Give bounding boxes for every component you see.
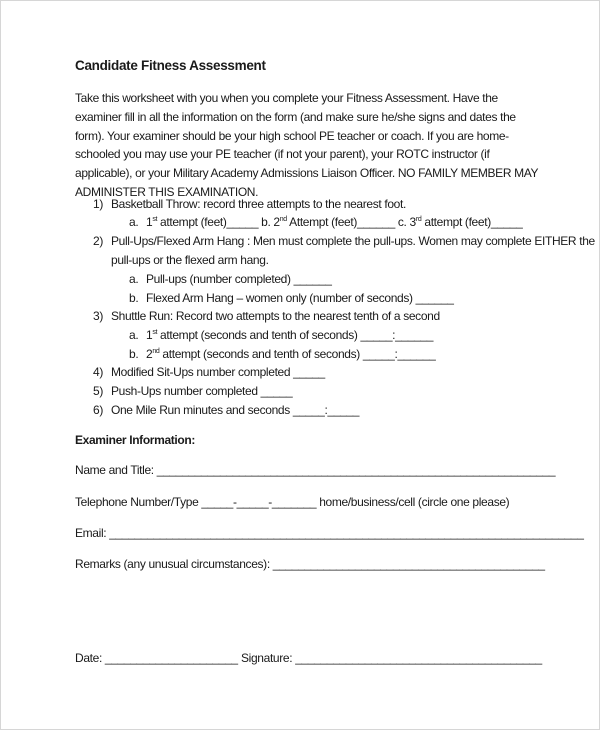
remarks-field[interactable]: ___________________________________________ [272,557,545,571]
item-number-2: 2) [93,234,103,248]
item-2-text-cont: pull-ups or the flexed arm hang. [111,253,269,267]
email-label: Email: [75,526,107,540]
item-1c-field[interactable]: attempt (feet)_____ [421,215,523,229]
item-3a-letter: a. [129,328,139,342]
sit-ups-field[interactable]: Modified Sit-Ups number completed _____ [111,365,325,379]
item-number-5: 5) [93,384,103,398]
email-row [75,526,584,540]
push-ups-field[interactable]: Push-Ups number completed _____ [111,384,293,398]
item-1c-label: c. 3 [397,215,416,229]
telephone-field[interactable]: _____-_____-_______ [201,495,317,509]
shuttle-run-attempt-2-field[interactable]: 2nd attempt (seconds and tenth of seconds) _____:______ [146,347,436,361]
signature-row [241,651,542,665]
telephone-label: Telephone Number/Type [75,495,199,509]
item-3b-letter: b. [129,347,139,361]
item-3-text: Shuttle Run: Record two attempts to the nearest tenth of a second [111,309,440,323]
flexed-arm-hang-field[interactable]: Flexed Arm Hang – women only (number of seconds) ______ [146,291,454,305]
item-1-attempts-line[interactable]: 1st attempt (feet)_____ b. 2nd Attempt (feet)______ c. 3rd attempt (feet)_____ [146,215,523,229]
item-1a-letter: a. [129,215,139,229]
document-title: Candidate Fitness Assessment [75,58,266,73]
item-2a-letter: a. [129,272,139,286]
item-1b-label: b. 2 [261,215,280,229]
item-1a-ordinal: 1 [146,215,153,229]
name-title-row [75,463,555,477]
item-number-6: 6) [93,403,103,417]
remarks-row [75,557,545,571]
intro-paragraph: Take this worksheet with you when you complete your Fitness Assessment. Have the examiner fill in all the information on the form (and make sure he/she signs and dates the form). Your examiner should be your high school PE teacher or coach. If you are home-schooled you may use your PE teacher (if not your parent), your ROTC instructor (if applicable), or your Military Academy Admissions Liaison Officer. NO FAMILY MEMBER MAY ADMINISTER THIS EXAMINATION. [75,91,538,199]
pull-ups-field[interactable]: Pull-ups (number completed) ______ [146,272,332,286]
item-1a-field[interactable]: attempt (feet)_____ [157,215,262,229]
telephone-row [75,495,509,509]
item-1b-field[interactable]: Attempt (feet)______ [286,215,398,229]
item-number-1: 1) [93,197,103,211]
item-2b-letter: b. [129,291,139,305]
remarks-label: Remarks (any unusual circumstances): [75,557,270,571]
shuttle-run-attempt-1-field[interactable]: 1st attempt (seconds and tenth of seconds) _____:______ [146,328,434,342]
signature-field[interactable]: _______________________________________ [295,651,542,665]
signature-label: Signature: [241,651,293,665]
email-field[interactable]: ___________________________________________________________________________ [109,526,584,540]
name-title-field[interactable]: _______________________________________________________________ [156,463,556,477]
telephone-type-options[interactable]: home/business/cell (circle one please) [319,495,510,509]
mile-run-field[interactable]: One Mile Run minutes and seconds _____:_____ [111,403,360,417]
examiner-heading: Examiner Information: [75,433,196,447]
item-1-text: Basketball Throw: record three attempts to the nearest foot. [111,197,406,211]
name-title-label: Name and Title: [75,463,154,477]
item-number-3: 3) [93,309,103,323]
date-row [75,651,238,665]
date-label: Date: [75,651,102,665]
item-2-text: Pull-Ups/Flexed Arm Hang : Men must complete the pull-ups. Women may complete EITHER the [111,234,595,248]
item-number-4: 4) [93,365,103,379]
date-field[interactable]: _____________________ [104,651,238,665]
